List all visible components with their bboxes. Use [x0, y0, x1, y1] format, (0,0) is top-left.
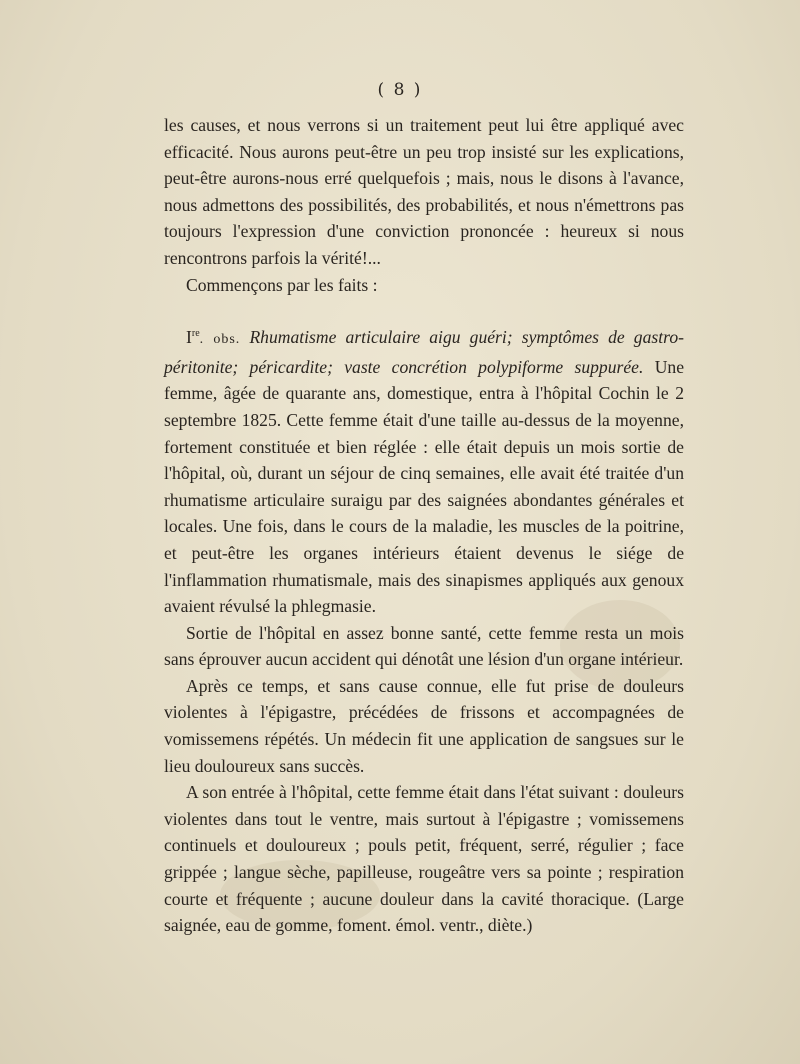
paragraph: les causes, et nous verrons si un traitement peut lui être appliqué avec efficacité. Nous aurons peut-être un peu trop insisté sur les explications, peut-être aurons-nous erré quelquefois ; mais, nous le disons à l'avance, nous admettons des possibilités, des probabilités, et nous n'émettrons pas toujours l'expression d'une conviction prononcée : heureux si nous rencontrons parfois la vérité!... — [164, 115, 684, 268]
observation-text: Une femme, âgée de quarante ans, domestique, entra à l'hôpital Cochin le 2 septembre 1825. Cette femme était d'une taille au-dessus de la moyenne, fortement constituée et bien réglée : elle était depuis un mois sortie de l'hôpital, où, durant un séjour de cinq semaines, elle avait été traitée d'un rhumatisme articulaire suraigu par des saignées abondantes générales et locales. Une fois, dans le cours de la maladie, les muscles de la poitrine, et peut-être les organes intérieurs étaient devenus le siége de l'inflammation rhumatismale, mais des sinapismes appliqués aux genoux avaient révulsé la phlegmasie. — [164, 356, 684, 617]
paragraph: Après ce temps, et sans cause connue, elle fut prise de douleurs violentes à l'épigastre, précédées de frissons et accompagnées de vomissemens répétés. Un médecin fit une application de sangsues sur le lieu douloureux sans succès. — [164, 675, 684, 776]
paragraph: Sortie de l'hôpital en assez bonne santé, cette femme resta un mois sans éprouver aucun accident qui dénotât une lésion d'un organe intérieur. — [164, 622, 684, 670]
paragraph: Commençons par les faits : — [186, 274, 378, 295]
observation-paragraph — [164, 324, 684, 620]
body-text — [164, 112, 684, 939]
observation-title: Rhumatisme articulaire aigu guéri; symptômes de gastro-péritonite; péricardite; vaste concrétion polypiforme suppurée. — [164, 327, 684, 377]
observation-label: . obs. — [199, 332, 241, 348]
page-number: ( 8 ) — [377, 80, 423, 100]
paragraph: A son entrée à l'hôpital, cette femme était dans l'état suivant : douleurs violentes dans tout le ventre, mais surtout à l'épigastre ; vomissemens continuels et douloureux ; pouls petit, fréquent, serré, régulier ; face grippée ; langue sèche, papilleuse, rougeâtre vers sa pointe ; respiration courte et fréquente ; aucune douleur dans la cavité thoracique. (Large saignée, eau de gomme, foment. émol. ventr., diète.) — [164, 782, 684, 936]
observation-numeral: I — [186, 327, 192, 348]
observation-numeral-sup: re — [191, 328, 200, 340]
